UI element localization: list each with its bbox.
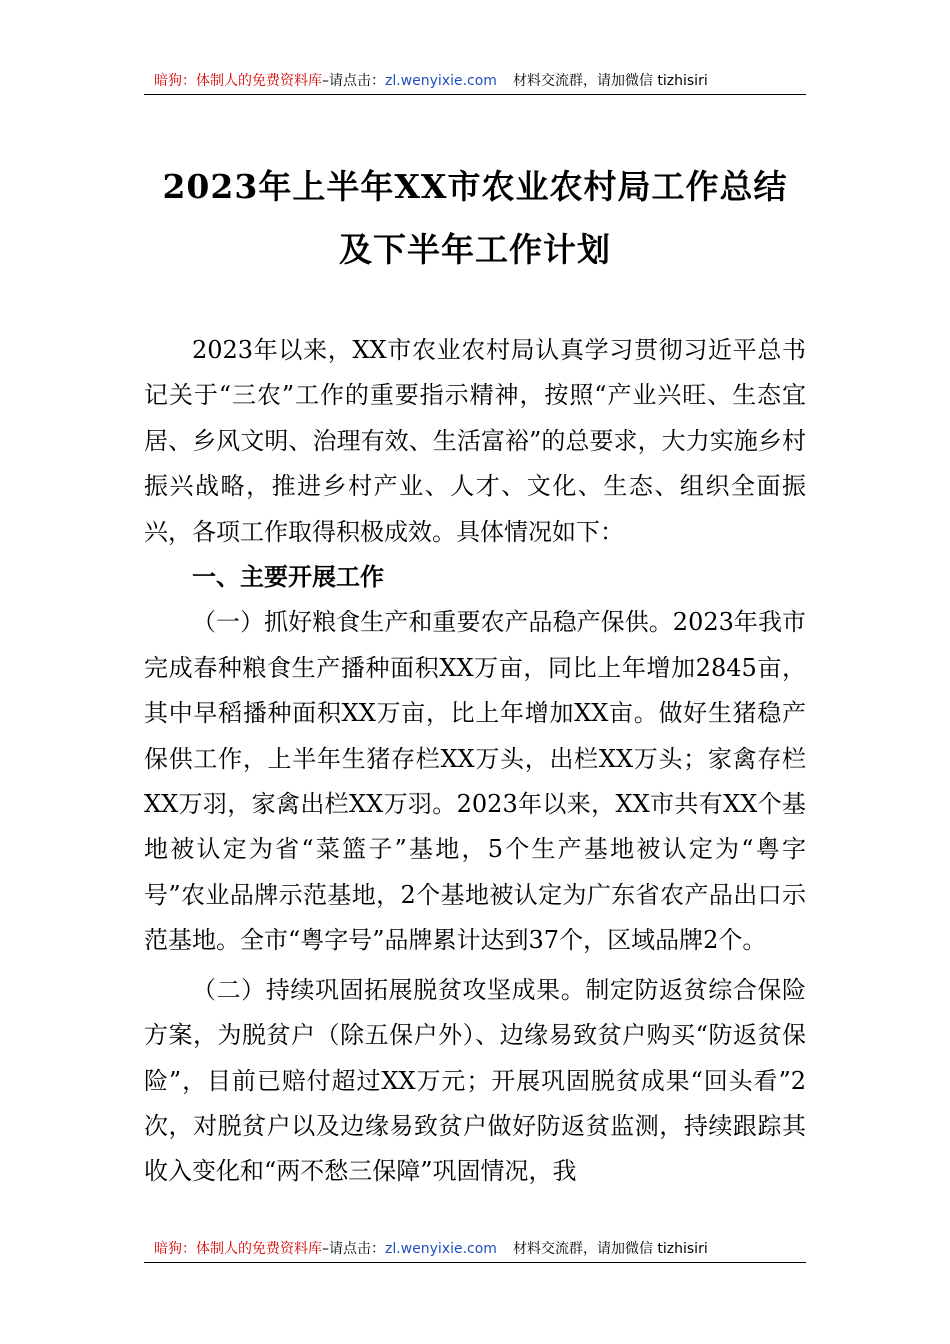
banner-click-prompt: –请点击：	[322, 73, 385, 89]
intro-paragraph: 2023年以来，XX市农业农村局认真学习贯彻习近平总书记关于“三农”工作的重要指示精神，按照“产业兴旺、生态宜居、乡风文明、治理有效、生活富裕”的总要求，大力实施乡村振兴战略，推进乡村产业、人才、文化、生态、组织全面振兴，各项工作取得积极成效。具体情况如下：	[144, 336, 806, 546]
document-title-line-2: 及下半年工作计划	[339, 230, 611, 269]
banner-url-link[interactable]: zl.wenyixie.com	[385, 73, 497, 89]
header-banner	[144, 68, 806, 95]
footer-group-text: 材料交流群，请加微信 tizhisiri	[512, 1241, 708, 1257]
item-2-paragraph: （二）持续巩固拓展脱贫攻坚成果。制定防返贫综合保险方案，为脱贫户（除五保户外）、边缘易致贫户购买“防返贫保险”，目前已赔付超过XX万元；开展巩固脱贫成果“回头看”2次，对脱贫户以及边缘易致贫户做好防返贫监测，持续跟踪其收入变化和“两不愁三保障”巩固情况，我	[144, 975, 806, 1186]
footer-url-link[interactable]: zl.wenyixie.com	[385, 1241, 497, 1257]
item-1-paragraph: （一）抓好粮食生产和重要农产品稳产保供。2023年我市完成春种粮食生产播种面积XX万亩，同比上年增加2845亩，其中早稻播种面积XX万亩，比上年增加XX亩。做好生猪稳产保供工作，上半年生猪存栏XX万头，出栏XX万头；家禽存栏XX万羽，家禽出栏XX万羽。2023年以来，XX市共有XX个基地被认定为省“菜篮子”基地，5个生产基地被认定为“粤字号”农业品牌示范基地，2个基地被认定为广东省农产品出口示范基地。全市“粤字号”品牌累计达到37个，区域品牌2个。	[144, 608, 806, 955]
footer-banner	[144, 1236, 806, 1263]
document-title-line-1: 2023年上半年XX市农业农村局工作总结	[162, 167, 788, 206]
footer-click-prompt: –请点击：	[322, 1241, 385, 1257]
section-heading: 一、主要开展工作	[192, 563, 384, 592]
banner-ad-text: 暗狗：体制人的免费资料库	[154, 73, 322, 89]
footer-ad-text: 暗狗：体制人的免费资料库	[154, 1241, 322, 1257]
document-body	[144, 328, 806, 1195]
banner-group-text: 材料交流群，请加微信 tizhisiri	[512, 73, 708, 89]
